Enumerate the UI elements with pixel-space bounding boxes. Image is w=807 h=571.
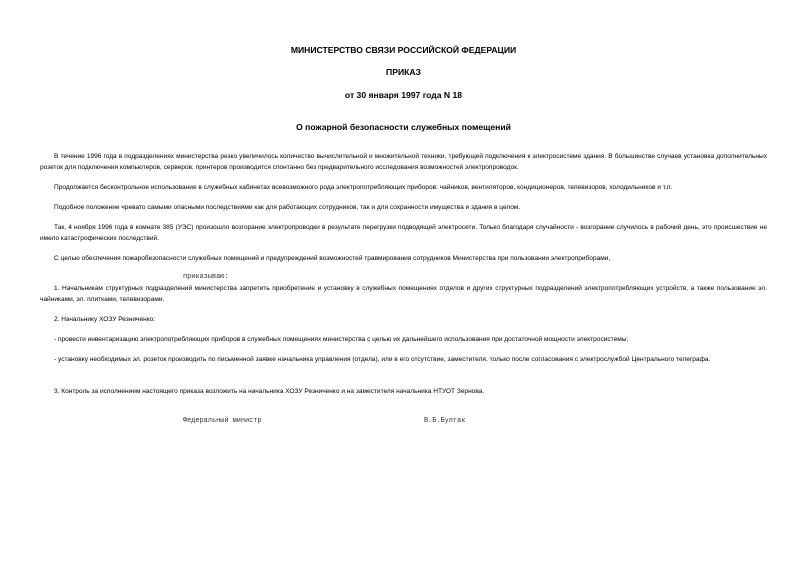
paragraph-1: В течение 1996 года в подразделениях министерства резко увеличилось количество вычислительной и множительной техники, требующей подключения к электросистеме здания. В большинстве случаев установка дополнительных розеток для подключения компьютеров, серверов, принтеров производится спонтанно без предварительного исследования возможностей электропроводок. — [40, 153, 767, 171]
ministry-title: МИНИСТЕРСТВО СВЯЗИ РОССИЙСКОЙ ФЕДЕРАЦИИ — [290, 45, 517, 55]
order-item-2a: - провести инвентаризацию электропотребляющих приборов в служебных помещениях министерства с целью их дальнейшего использования при достаточной мощности электросистемы; — [54, 336, 629, 343]
document-type: ПРИКАЗ — [386, 67, 421, 77]
order-item-1: 1. Начальникам структурных подразделений министерства запретить приобретение и установку в служебных помещениях отделов и других структурных подразделений электропотребляющих устройств, а также пользование эл. чайниками, эл. плитками, телевизорами. — [40, 285, 767, 303]
signature-position: Федеральный министр — [183, 417, 262, 425]
document-subject: О пожарной безопасности служебных помещений — [296, 122, 511, 132]
order-item-2b: - установку необходимых эл. розеток производить по письменной заявке начальника управления (отдела), или в его отсутствие, заместителя, только после согласования с электрослужбой Центрального телеграфа. — [54, 356, 711, 363]
order-item-2: 2. Начальнику ХОЗУ Резниченко: — [54, 316, 156, 323]
orders-word: приказываю: — [183, 273, 229, 281]
paragraph-3: Подобное положение чревато самыми опасными последствиями как для работающих сотрудников, так и для сохранности имущества и здания в целом. — [54, 204, 521, 211]
paragraph-2: Продолжается бесконтрольное использование в служебных кабинетах всевозможного рода электропотребляющих приборов: чайников, вентиляторов, кондиционеров, телевизоров, холодильников и т.п. — [54, 184, 673, 191]
order-item-3: 3. Контроль за исполнением настоящего приказа возложить на начальника ХОЗУ Резниченко и на заместителя начальника НТУОТ Зернова. — [54, 388, 485, 395]
paragraph-4: Так, 4 ноября 1996 года в комнате 385 (УЭС) произошло возгорание электропроводки в результате перегрузки подводящей электросети. Только благодаря случайности - возгорание случилось в рабочий день, это происшествие не имело катастрофических последствий. — [40, 224, 767, 242]
signature-name: В.Б.Булгак — [424, 417, 466, 425]
paragraph-5: С целью обеспечения пожаробезопасности служебных помещений и предупреждений возможностей травмирования сотрудников Министерства при пользовании электроприборами, — [54, 255, 611, 262]
document-date-number: от 30 января 1997 года N 18 — [344, 90, 463, 100]
